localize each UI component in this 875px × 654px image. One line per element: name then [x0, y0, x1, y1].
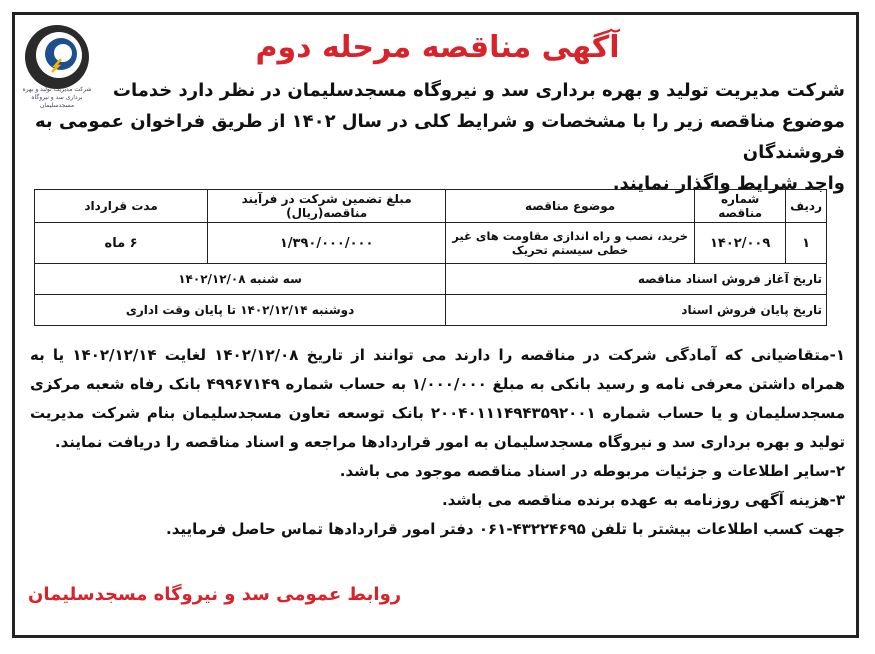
intro-paragraph: [25, 75, 845, 199]
public-relations-signature: روابط عمومی سد و نیروگاه مسجدسلیمان: [28, 584, 402, 605]
body-item: جهت کسب اطلاعات بیشتر با تلفن ۴۳۲۲۴۶۹۵-۰۶۱ دفتر امور قراردادها تماس حاصل فرمایید.: [166, 520, 845, 538]
header-duration: مدت قرارداد: [35, 190, 208, 223]
body-item: ۳-هزینه آگهی روزنامه به عهده برنده مناقصه می باشد.: [441, 491, 845, 509]
intro-line: واجد شرایط واگذار نمایند.: [612, 173, 845, 194]
cell-tender-no: ۱۴۰۲/۰۰۹: [695, 223, 786, 264]
body-item: ۲-سایر اطلاعات و جزئیات مربوطه در اسناد مناقصه موجود می باشد.: [339, 462, 845, 480]
table-header-row: [35, 190, 827, 223]
header-subject: موضوع مناقصه: [446, 190, 695, 223]
notice-body: [30, 341, 845, 544]
cell-duration: ۶ ماه: [35, 223, 208, 264]
cell-row-no: ۱: [786, 223, 827, 264]
body-item: ۱-متقاضیانی که آمادگی شرکت در مناقصه را دارند می توانند از تاریخ ۱۴۰۲/۱۲/۰۸ لغایت ۱۴۰۲/۱۲/۱۴ یا به همراه داشتن معرفی نامه و رسید بانکی به مبلغ ۱/۰۰۰/۰۰۰ به حساب شماره ۴۹۹۶۷۱۴۹ بانک رفاه شعبه مرکزی مسجدسلیمان و یا حساب شماره ۲۰۰۴۰۱۱۱۴۹۴۳۵۹۲۰۰۱ بانک توسعه تعاون مسجدسلیمان بنام شرکت مدیریت تولید و بهره برداری سد و نیروگاه مسجدسلیمان به امور قراردادها مراجعه و اسناد مناقصه را دریافت نمایند.: [30, 346, 846, 451]
header-guarantee: مبلغ تضمین شرکت در فرآیند مناقصه(ریال): [208, 190, 446, 223]
cell-guarantee: ۱/۳۹۰/۰۰۰/۰۰۰: [208, 223, 446, 264]
logo-caption: شرکت مدیریت تولید و بهره برداری سد و نیروگاه مسجدسلیمان: [22, 86, 92, 109]
intro-line: شرکت مدیریت تولید و بهره برداری سد و نیروگاه مسجدسلیمان در نظر دارد خدمات: [112, 80, 845, 101]
sale-end-row: [35, 295, 827, 326]
sale-end-value: دوشنبه ۱۴۰۲/۱۲/۱۴ تا پایان وقت اداری: [35, 295, 446, 326]
cell-subject: خرید، نصب و راه اندازی مقاومت های غیر خطی سیستم تحریک: [446, 223, 695, 264]
header-row-no: ردیف: [786, 190, 827, 223]
sale-start-value: سه شنبه ۱۴۰۲/۱۲/۰۸: [35, 264, 446, 295]
header-tender-no: شماره مناقصه: [695, 190, 786, 223]
sale-start-label: تاریخ آغاز فروش اسناد مناقصه: [446, 264, 827, 295]
sale-end-label: تاریخ پایان فروش اسناد: [446, 295, 827, 326]
tender-table: [34, 189, 827, 326]
intro-line: موضوع مناقصه زیر را با مشخصات و شرایط کلی در سال ۱۴۰۲ از طریق فراخوان عمومی به فروشندگان: [35, 111, 845, 163]
notice-title: آگهی مناقصه مرحله دوم: [255, 30, 620, 65]
table-row: [35, 223, 827, 264]
sale-start-row: [35, 264, 827, 295]
